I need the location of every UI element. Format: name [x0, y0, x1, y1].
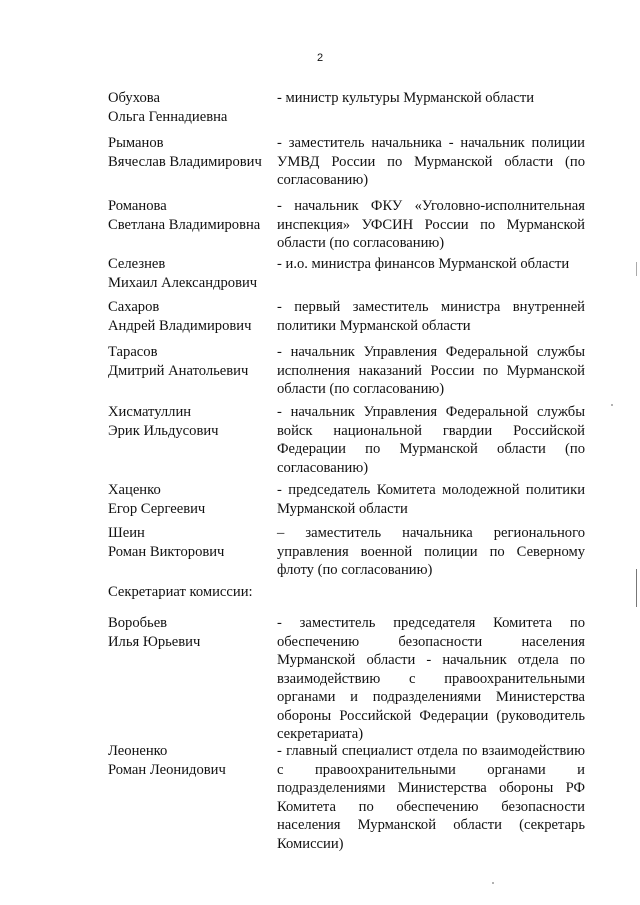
member-given-names: Роман Викторович [108, 543, 225, 560]
member-role: - главный специалист отдела по взаимодействию с правоохранительными органами и подразделениями Министерства обороны РФ Комитета по обеспечению безопасности населения Мурманской области (секретарь Комиссии) [277, 743, 585, 852]
member-role: - министр культуры Мурманской области [277, 90, 535, 106]
member-role: – заместитель начальника регионального управления военной полиции по Северному флоту (по согласованию) [277, 525, 585, 578]
member-role: - начальник Управления Федеральной службы войск национальной гвардии Российской Федерации по Мурманской области (по согласованию) [277, 404, 585, 476]
member-surname: Сахаров [108, 299, 160, 315]
member-name [108, 298, 273, 335]
member-name [108, 614, 273, 651]
member-role: - заместитель начальника - начальник полиции УМВД России по Мурманской области (по согласованию) [277, 135, 585, 188]
member-role: - начальник Управления Федеральной службы исполнения наказаний России по Мурманской области (по согласованию) [277, 344, 585, 397]
member-given-names: Михаил Александрович [108, 274, 258, 291]
member-surname: Романова [108, 198, 167, 214]
member-role: - председатель Комитета молодежной политики Мурманской области [277, 482, 585, 517]
member-name [108, 134, 273, 171]
member-given-names: Дмитрий Анатольевич [108, 362, 249, 379]
page-number: 2 [316, 52, 324, 64]
member-given-names: Светлана Владимировна [108, 216, 261, 233]
member-given-names: Илья Юрьевич [108, 633, 201, 650]
scan-speck [492, 882, 494, 884]
member-name [108, 255, 273, 292]
member-role: - начальник ФКУ «Уголовно-исполнительная инспекция» УФСИН России по Мурманской области (по согласованию) [277, 198, 585, 251]
member-surname: Леоненко [108, 743, 168, 759]
member-given-names: Вячеслав Владимирович [108, 153, 262, 170]
member-name [108, 481, 273, 518]
member-given-names: Эрик Ильдусович [108, 422, 219, 439]
member-given-names: Ольга Геннадиевна [108, 108, 228, 125]
member-surname: Хаценко [108, 482, 161, 498]
member-name [108, 197, 273, 234]
member-surname: Селезнев [108, 256, 166, 272]
member-surname: Шеин [108, 525, 145, 541]
member-role: - первый заместитель министра внутренней политики Мурманской области [277, 299, 585, 334]
member-surname: Хисматуллин [108, 404, 192, 420]
member-given-names: Егор Сергеевич [108, 500, 206, 517]
member-name [108, 403, 273, 440]
member-surname: Рыманов [108, 135, 164, 151]
secretariat-heading: Секретариат комиссии: [108, 584, 253, 600]
scan-edge-mark [636, 569, 637, 607]
member-name [108, 742, 273, 779]
member-surname: Воробьев [108, 615, 168, 631]
member-given-names: Андрей Владимирович [108, 317, 252, 334]
member-role: - и.о. министра финансов Мурманской области [277, 256, 570, 272]
member-given-names: Роман Леонидович [108, 761, 226, 778]
scan-edge-mark [636, 262, 637, 276]
member-role: - заместитель председателя Комитета по обеспечению безопасности населения Мурманской области - начальник отдела по взаимодействию с правоохранительными органами и подразделениями Министерства обороны Российской Федерации (руководитель секретариата) [277, 615, 585, 742]
member-surname: Тарасов [108, 344, 158, 360]
member-surname: Обухова [108, 90, 160, 106]
member-name [108, 343, 273, 380]
scan-speck [611, 404, 613, 406]
member-name [108, 524, 273, 561]
member-name [108, 89, 273, 126]
